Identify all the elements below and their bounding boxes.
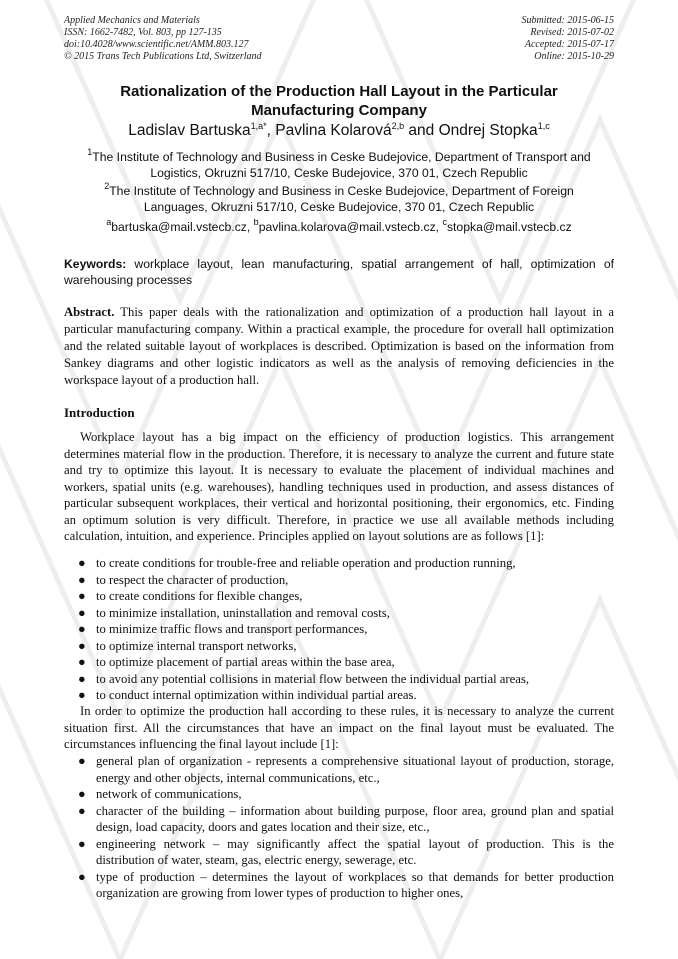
- list-item-text: to conduct internal optimization within individual partial areas.: [96, 688, 417, 702]
- affiliation-1-line-1: The Institute of Technology and Business in Ceske Budejovice, Department of Transport and: [92, 150, 591, 164]
- affiliation-1-num: 1: [87, 147, 93, 157]
- accepted-date: Accepted: 2015-07-17: [524, 39, 614, 50]
- list-item: [64, 588, 614, 605]
- revised-date: Revised: 2015-07-02: [530, 27, 614, 38]
- issn-line: ISSN: 1662-7482, Vol. 803, pp 127-135: [64, 27, 222, 38]
- list-item: [64, 687, 614, 704]
- bullet-icon: ●: [78, 869, 86, 884]
- principles-list: [64, 555, 614, 704]
- publication-header: [64, 15, 614, 63]
- bullet-icon: ●: [78, 803, 86, 818]
- circumstances-list: [64, 753, 614, 902]
- list-item: [64, 753, 614, 786]
- email-b: pavlina.kolarova@mail.vstecb.cz,: [258, 220, 443, 234]
- author-3: Ondrej Stopka: [438, 122, 538, 139]
- bullet-icon: ●: [78, 589, 86, 603]
- affiliation-2: [80, 183, 598, 215]
- list-item: [64, 836, 614, 869]
- list-item: [64, 572, 614, 589]
- list-item-text: network of communications,: [96, 787, 242, 801]
- title-line-2: Manufacturing Company: [251, 102, 427, 119]
- affiliation-2-line-2: Languages, Okruzni 517/10, Ceske Budejovice, 370 01, Czech Republic: [143, 200, 535, 214]
- abstract-text: This paper deals with the rationalization and optimization of a production hall layout in a particular manufacturing company. Within a practical example, the procedure for overall hall optimization and the related suitable layout of workplaces is described. Optimization is based on the information from Sankey diagrams and other logistic indicators as well as the analysis of removing deficiencies in the workspace layout of a production hall.: [64, 305, 614, 387]
- list-item-text: to create conditions for flexible changes,: [96, 589, 303, 603]
- list-item-text: type of production – determines the layout of workplaces so that demands for better production organization are growing from lower types of production to higher ones,: [96, 869, 614, 900]
- bullet-icon: ●: [78, 638, 86, 653]
- bullet-icon: ●: [78, 787, 86, 801]
- submitted-date: Submitted: 2015-06-15: [521, 15, 614, 26]
- online-date: Online: 2015-10-29: [534, 51, 614, 62]
- list-item: [64, 869, 614, 902]
- bullet-icon: ●: [78, 836, 86, 851]
- keywords-text: workplace layout, lean manufacturing, spatial arrangement of hall, optimization of warehousing processes: [64, 257, 614, 287]
- keywords: [64, 256, 614, 288]
- author-emails: [80, 219, 598, 235]
- list-item-text: general plan of organization - represents a comprehensive situational layout of production, storage, energy and other objects, internal communications, etc.,: [96, 754, 614, 785]
- list-item-text: engineering network – may significantly affect the spatial layout of production. This is the distribution of water, steam, gas, electric energy, sewerage, etc.: [96, 836, 614, 867]
- list-item-text: to minimize installation, uninstallation and removal costs,: [96, 605, 390, 620]
- bullet-icon: ●: [78, 622, 86, 636]
- list-item: [64, 803, 614, 836]
- list-item-text: character of the building – information about building purpose, floor area, ground plan and spatial design, load capacity, doors and gates location and their size, etc.,: [96, 803, 614, 834]
- list-item: [64, 605, 614, 622]
- list-item: [64, 621, 614, 638]
- affiliation-1: [80, 149, 598, 181]
- email-c-sup: c: [442, 217, 447, 227]
- author-1-sup: 1,a*: [250, 121, 267, 131]
- list-item: [64, 654, 614, 671]
- email-c: stopka@mail.vstecb.cz: [446, 220, 572, 234]
- author-1: Ladislav Bartuska: [128, 122, 251, 139]
- list-item-text: to optimize internal transport networks,: [96, 638, 297, 653]
- list-item-text: to avoid any potential collisions in material flow between the individual partial areas,: [96, 671, 530, 686]
- title-line-1: Rationalization of the Production Hall Layout in the Particular: [120, 83, 558, 100]
- introduction-heading: Introduction: [64, 405, 135, 420]
- keywords-label: Keywords:: [64, 257, 127, 271]
- email-a-sup: a: [106, 217, 112, 227]
- list-item-text: to respect the character of production,: [96, 572, 289, 587]
- email-a: bartuska@mail.vstecb.cz,: [111, 220, 254, 234]
- author-sep-1: ,: [266, 122, 276, 139]
- abstract: [64, 304, 614, 389]
- journal-name: Applied Mechanics and Materials: [64, 15, 200, 26]
- list-item-text: to create conditions for trouble-free and reliable operation and production running,: [96, 556, 516, 570]
- paper-title: [64, 82, 614, 120]
- doi-line: doi:10.4028/www.scientific.net/AMM.803.127: [64, 39, 249, 50]
- list-item: [64, 638, 614, 655]
- list-item: [64, 671, 614, 688]
- bullet-icon: ●: [78, 754, 86, 768]
- author-list: [64, 121, 614, 141]
- email-b-sup: b: [253, 217, 259, 227]
- author-2: Pavlina Kolarová: [275, 122, 392, 139]
- list-item-text: to optimize placement of partial areas within the base area,: [96, 655, 395, 669]
- bullet-icon: ●: [78, 572, 86, 587]
- list-item-text: to minimize traffic flows and transport performances,: [96, 622, 368, 636]
- intro-paragraph-1: Workplace layout has a big impact on the efficiency of production logistics. This arrangement determines material flow in the production. Therefore, it is necessary to analyze the current and future state and try to optimize this layout. It is necessary to evaluate the placement of individual machines and workers, spatial units (e.g. warehouses), handling techniques used in production, and assess distances of particular subsequent workplaces, their vertical and horizontal positioning, their ergonomics, etc. Finding an optimum solution is very difficult. Therefore, in practice we use all available methods including calculation, intuition, and experience. Principles applied on layout solutions are as follows [1]:: [64, 430, 614, 543]
- list-item: [64, 786, 614, 803]
- copyright-line: © 2015 Trans Tech Publications Ltd, Switzerland: [64, 51, 262, 62]
- list-item: [64, 555, 614, 572]
- author-3-sup: 1,c: [537, 121, 550, 131]
- bullet-icon: ●: [78, 556, 86, 570]
- abstract-label: Abstract.: [64, 305, 115, 319]
- author-sep-2: and: [404, 122, 439, 139]
- publication-dates: [522, 15, 615, 63]
- author-2-sup: 2,b: [391, 121, 405, 131]
- journal-info: [64, 15, 262, 63]
- affiliation-2-num: 2: [104, 181, 110, 191]
- bullet-icon: ●: [78, 688, 86, 702]
- intro-paragraph-2: In order to optimize the production hall according to these rules, it is necessary to analyze the current situation first. All the circumstances that have an impact on the final layout must be evaluated. The circumstances influencing the final layout include [1]:: [64, 704, 614, 751]
- bullet-icon: ●: [78, 605, 86, 620]
- affiliation-1-line-2: Logistics, Okruzni 517/10, Ceske Budejovice, 370 01, Czech Republic: [150, 166, 528, 180]
- bullet-icon: ●: [78, 655, 86, 669]
- affiliation-2-line-1: The Institute of Technology and Business in Ceske Budejovice, Department of Foreign: [109, 184, 574, 198]
- bullet-icon: ●: [78, 671, 86, 686]
